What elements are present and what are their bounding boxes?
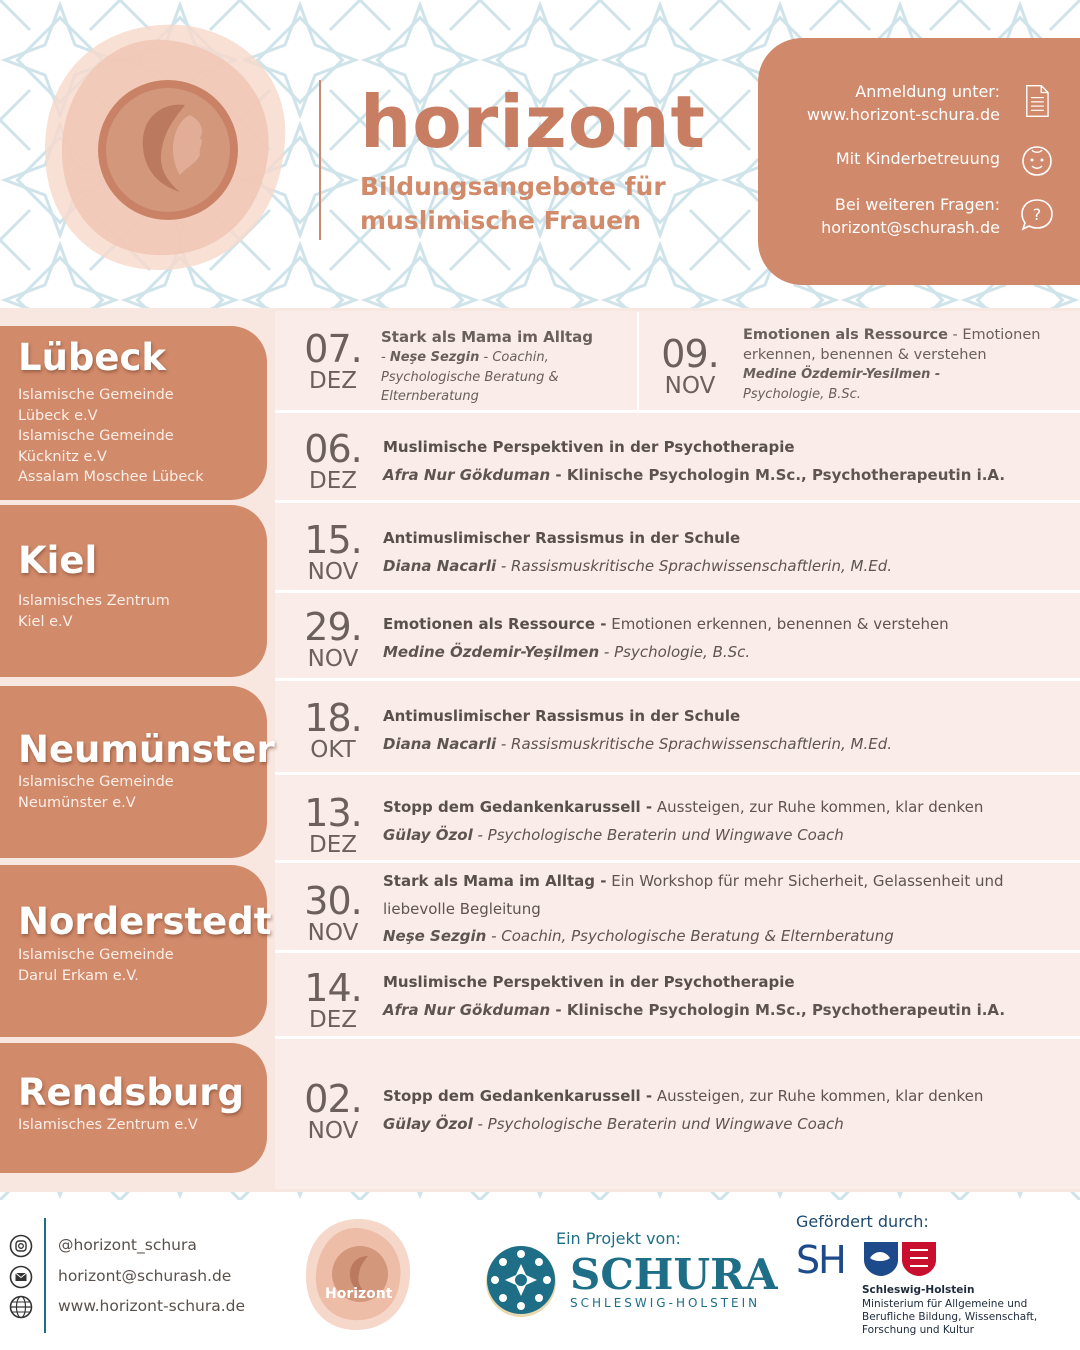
globe-icon <box>9 1295 33 1319</box>
event-details: Emotionen als Ressource - Emotionen erkennen, benennen & verstehen Medine Özdemir-Yesilmen - Psychologie, B.Sc. <box>743 327 1041 402</box>
schura-emblem-icon <box>483 1242 559 1318</box>
event-date: 30. NOV <box>304 879 362 946</box>
city-venues: Islamische Gemeinde Darul Erkam e.V. <box>18 947 174 984</box>
registration-info <box>807 80 1000 126</box>
ministry-title: Schleswig-Holstein <box>862 1284 975 1296</box>
instagram-icon <box>9 1234 33 1258</box>
info-box <box>758 38 1080 285</box>
event-details: Emotionen als Ressource - Emotionen erkennen, benennen & verstehen Medine Özdemir-Yeşilmen - Psychologie, B.Sc. <box>383 615 949 661</box>
ministry-name: Ministerium für Allgemeine und Berufliche Bildung, Wissenschaft, Forschung und Kultur <box>862 1298 1038 1336</box>
city-venues: Islamisches Zentrum e.V <box>18 1117 198 1133</box>
registration-link[interactable]: www.horizont-schura.de <box>806 105 1000 124</box>
event-date: 02. NOV <box>304 1077 362 1144</box>
event-divider <box>637 312 639 410</box>
event-date: 15. NOV <box>304 518 362 585</box>
city-venues: Islamische Gemeinde Lübeck e.V Islamische Gemeinde Kücknitz e.V Assalam Moschee Lübeck <box>18 387 204 485</box>
city-card-rendsburg <box>0 1043 267 1173</box>
city-venues: Islamisches Zentrum Kiel e.V <box>18 593 170 630</box>
schura-subtitle: SCHLESWIG-HOLSTEIN <box>570 1296 761 1310</box>
footer-divider <box>44 1218 46 1333</box>
contact-label: Bei weiteren Fragen: <box>834 195 1000 214</box>
registration-label: Anmeldung unter: <box>855 82 1000 101</box>
event-details: Antimuslimischer Rassismus in der Schule Diana Nacarli - Rassismuskritische Sprachwissenschaftlerin, M.Ed. <box>383 707 892 753</box>
city-name: Neumünster <box>18 728 275 771</box>
contact-email[interactable]: horizont@schurash.de <box>821 218 1000 237</box>
event-date: 13. DEZ <box>304 791 362 858</box>
project-label: Ein Projekt von: <box>556 1229 681 1248</box>
sh-letters: SH <box>796 1238 845 1282</box>
city-card-norderstedt <box>0 865 272 1037</box>
funded-label: Gefördert durch: <box>796 1212 929 1231</box>
event-details: Stark als Mama im Alltag - Neşe Sezgin - Coachin, Psychologische Beratung & Elternberatung <box>381 328 594 404</box>
child-face-icon <box>1020 144 1054 178</box>
city-name: Kiel <box>18 539 98 582</box>
event-details: Muslimische Perspektiven in der Psychotherapie Afra Nur Gökduman - Klinische Psychologin M.Sc., Psychotherapeutin i.A. <box>383 973 1006 1019</box>
footer-website[interactable]: www.horizont-schura.de <box>58 1297 246 1315</box>
event-details: Muslimische Perspektiven in der Psychotherapie Afra Nur Gökduman - Klinische Psychologin M.Sc., Psychotherapeutin i.A. <box>383 438 1006 484</box>
event-date: 14. DEZ <box>304 966 362 1033</box>
event-date: 06. DEZ <box>304 427 362 494</box>
event-date: 18. OKT <box>304 696 362 763</box>
city-card-neumuenster <box>0 686 275 858</box>
subtitle-line-1: Bildungsangebote für <box>360 172 666 201</box>
header-divider <box>319 80 321 240</box>
city-card-luebeck <box>0 326 267 500</box>
mail-icon <box>9 1265 33 1289</box>
event-details: Stopp dem Gedankenkarussell - Aussteigen, zur Ruhe kommen, klar denken Gülay Özol - Psychologische Beraterin und Wingwave Coach <box>383 798 984 844</box>
city-name: Norderstedt <box>18 900 272 943</box>
footer-email[interactable]: horizont@schurash.de <box>58 1267 232 1285</box>
event-date: 09. NOV <box>661 332 719 399</box>
svg-text:?: ? <box>1032 205 1042 224</box>
city-name: Rendsburg <box>18 1071 244 1114</box>
schura-name: SCHURA <box>570 1250 778 1299</box>
event-details: Stark als Mama im Alltag - Ein Workshop für mehr Sicherheit, Gelassenheit und liebevolle Begleitung Neşe Sezgin - Coachin, Psychologische Beratung & Elternberatung <box>383 872 1004 945</box>
subtitle-line-2: muslimische Frauen <box>360 206 641 235</box>
city-name: Lübeck <box>18 336 167 379</box>
page-subtitle <box>360 170 740 238</box>
page-title: horizont <box>360 80 706 164</box>
instagram-handle[interactable]: @horizont_schura <box>58 1236 197 1254</box>
document-icon <box>1020 84 1054 118</box>
horizont-logo <box>40 20 290 275</box>
city-card-kiel <box>0 505 267 677</box>
event-details: Stopp dem Gedankenkarussell - Aussteigen, zur Ruhe kommen, klar denken Gülay Özol - Psychologische Beraterin und Wingwave Coach <box>383 1087 984 1133</box>
horizont-small-logo <box>302 1216 414 1334</box>
contact-info <box>821 193 1000 239</box>
city-venues: Islamische Gemeinde Neumünster e.V <box>18 774 174 811</box>
question-bubble-icon <box>1020 198 1054 232</box>
event-details: Antimuslimischer Rassismus in der Schule Diana Nacarli - Rassismuskritische Sprachwissenschaftlerin, M.Ed. <box>383 529 892 575</box>
state-coat-of-arms-icon <box>860 1238 940 1278</box>
horizont-logo-label: Horizont <box>325 1286 393 1302</box>
event-date: 29. NOV <box>304 605 362 672</box>
childcare-info: Mit Kinderbetreuung <box>835 149 1000 168</box>
event-date: 07. DEZ <box>304 327 362 394</box>
